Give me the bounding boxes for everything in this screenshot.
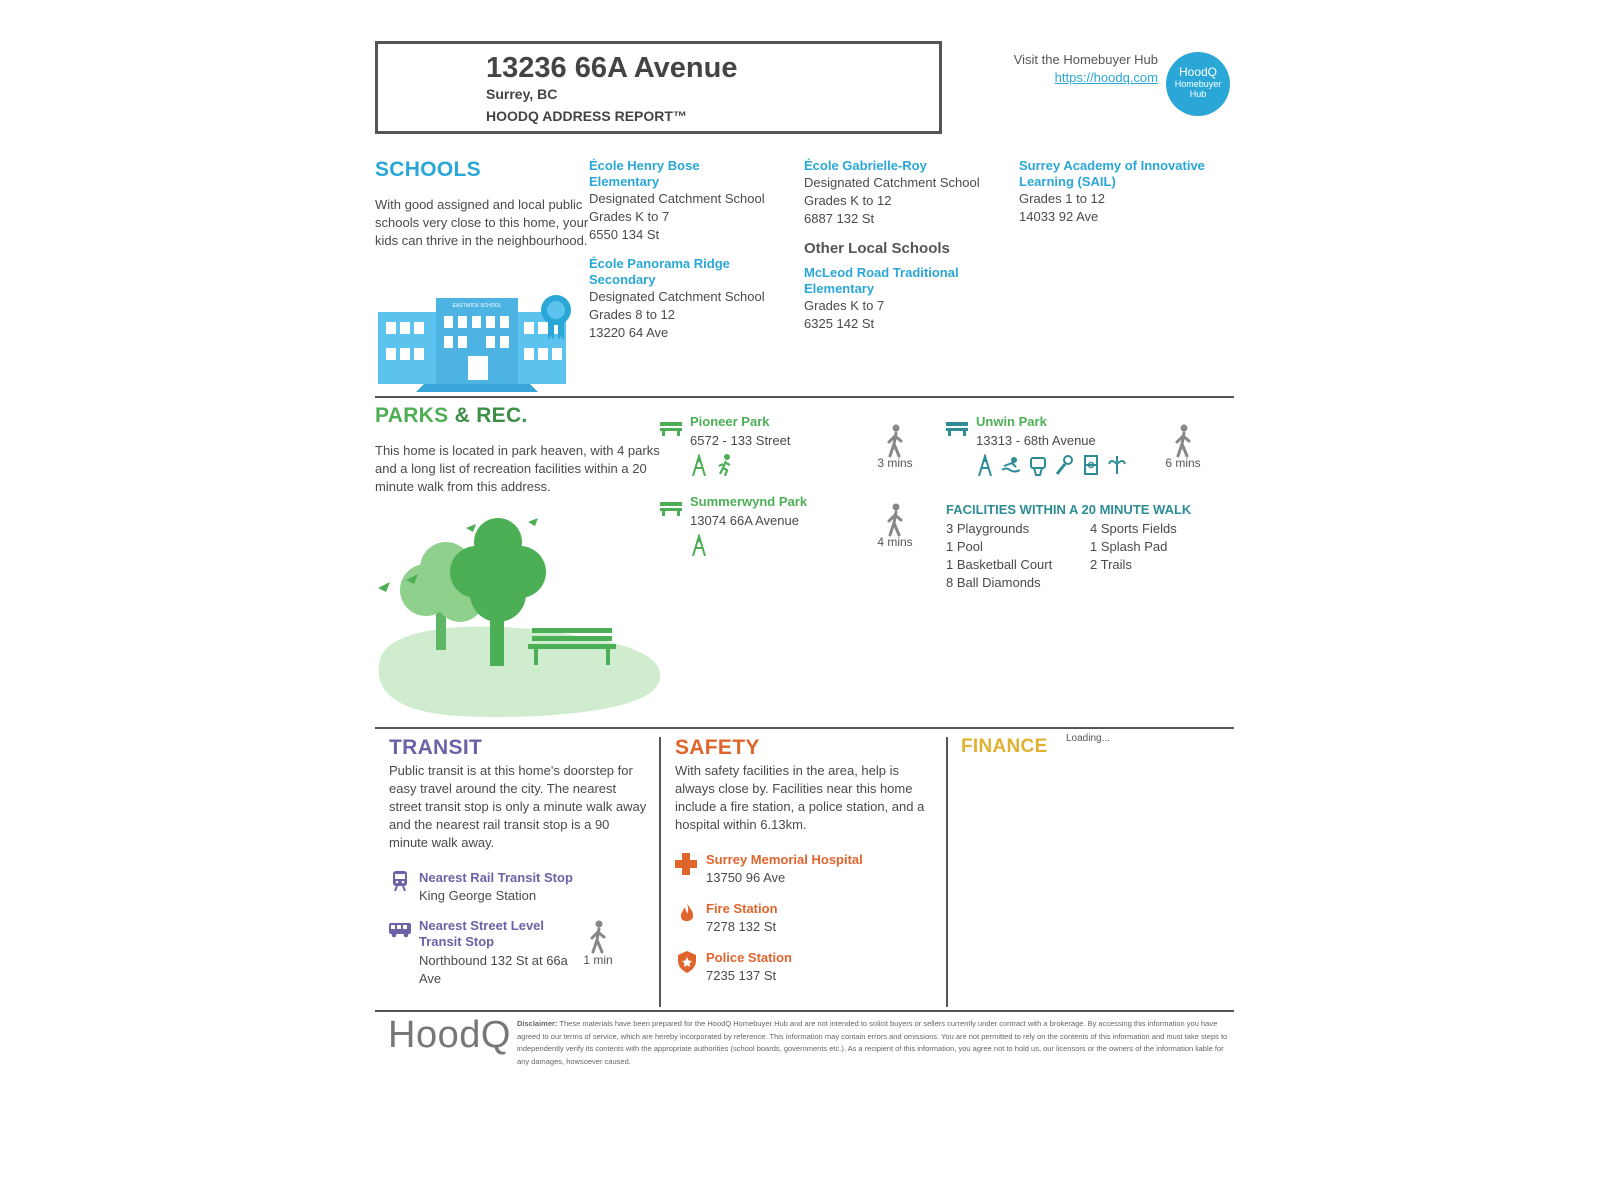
school-grades: Grades 8 to 12 bbox=[589, 307, 675, 322]
disclaimer-label: Disclaimer: bbox=[517, 1019, 558, 1028]
school-entry bbox=[804, 265, 1004, 333]
school-name[interactable]: École Henry Bose Elementary bbox=[589, 158, 700, 189]
basketball-icon bbox=[1029, 454, 1047, 476]
bench-icon bbox=[660, 502, 682, 516]
parks-title-a: PARKS bbox=[375, 404, 449, 427]
facility-item: 1 Basketball Court bbox=[946, 557, 1053, 572]
park-facility-icons bbox=[976, 454, 1130, 476]
safety-address[interactable]: 7278 132 St bbox=[706, 919, 777, 934]
badge-line-3: Hub bbox=[1189, 89, 1207, 99]
transit-title: TRANSIT bbox=[389, 736, 483, 759]
street-stop-value[interactable]: Northbound 132 St at 66a Ave bbox=[419, 953, 568, 986]
walk-time: 4 mins bbox=[877, 535, 913, 549]
bus-icon bbox=[388, 922, 412, 938]
divider-vertical bbox=[659, 737, 661, 1007]
school-name[interactable]: Surrey Academy of Innovative Learning (SAIL) bbox=[1019, 158, 1205, 189]
police-badge-icon bbox=[677, 951, 697, 973]
sports-field-icon bbox=[716, 454, 734, 476]
walking-person-icon bbox=[1172, 424, 1194, 458]
divider bbox=[375, 396, 1234, 398]
report-label: HOODQ ADDRESS REPORT™ bbox=[486, 108, 687, 124]
pool-icon bbox=[1002, 454, 1020, 476]
park-name: Unwin Park bbox=[976, 414, 1047, 429]
walk-time: 1 min bbox=[583, 953, 613, 967]
school-address: 14033 92 Ave bbox=[1019, 209, 1099, 224]
rail-stop-value[interactable]: King George Station bbox=[419, 888, 537, 903]
hoodq-logo: HoodQ bbox=[388, 1014, 511, 1056]
park-address: 13074 66A Avenue bbox=[690, 513, 799, 528]
school-address: 13220 64 Ave bbox=[589, 325, 669, 340]
schools-col-1 bbox=[589, 158, 789, 342]
school-grades: Grades K to 7 bbox=[804, 298, 885, 313]
park-name: Summerwynd Park bbox=[690, 494, 808, 509]
school-type: Designated Catchment School bbox=[804, 175, 980, 190]
hub-text: Visit the Homebuyer Hub bbox=[1013, 52, 1158, 67]
transit-description: Public transit is at this home's doorstep for easy travel around the city. The nearest street transit stop is only a minute walk away and the nearest rail transit stop is a 90 minute walk away. bbox=[389, 763, 647, 850]
park-address: 13313 - 68th Avenue bbox=[976, 433, 1096, 448]
park-address: 6572 - 133 Street bbox=[690, 433, 791, 448]
walking-person-icon bbox=[884, 503, 906, 537]
schools-title: SCHOOLS bbox=[375, 158, 481, 181]
walk-time: 6 mins bbox=[1165, 456, 1201, 470]
safety-description: With safety facilities in the area, help is always close by. Facilities near this home include a fire station, a police station, and a hospital within 6.13km. bbox=[675, 763, 925, 832]
finance-title: FINANCE bbox=[961, 736, 1048, 757]
safety-name: Surrey Memorial Hospital bbox=[706, 852, 863, 867]
facilities-left-list bbox=[946, 520, 1052, 592]
homebuyer-hub-badge[interactable] bbox=[1166, 52, 1230, 116]
ball-diamond-icon bbox=[1055, 454, 1073, 476]
playground-icon bbox=[976, 454, 994, 476]
facility-item: 1 Pool bbox=[946, 539, 983, 554]
facility-item: 4 Sports Fields bbox=[1090, 521, 1177, 536]
schools-col-2 bbox=[804, 158, 1004, 333]
sports-field-icon bbox=[1082, 454, 1100, 476]
safety-title: SAFETY bbox=[675, 736, 760, 759]
address-title: 13236 66A Avenue bbox=[486, 52, 738, 84]
park-facility-icons bbox=[690, 534, 712, 556]
train-icon bbox=[392, 870, 408, 892]
walking-person-icon bbox=[884, 424, 906, 458]
school-grades: Grades K to 12 bbox=[804, 193, 892, 208]
schools-col-3 bbox=[1019, 158, 1219, 226]
badge-line-2: Homebuyer bbox=[1174, 79, 1222, 89]
divider bbox=[375, 1010, 1234, 1012]
school-building-illustration bbox=[378, 294, 578, 392]
park-illustration bbox=[378, 512, 668, 722]
school-sign-text: EASTWICK SCHOOL bbox=[452, 303, 502, 309]
bench-icon bbox=[660, 422, 682, 436]
parks-title-b: & REC. bbox=[454, 404, 528, 427]
safety-name: Police Station bbox=[706, 950, 792, 965]
parks-title bbox=[375, 404, 528, 428]
facilities-right-list bbox=[1090, 520, 1177, 574]
school-type: Designated Catchment School bbox=[589, 191, 765, 206]
playground-icon bbox=[690, 534, 708, 556]
school-name[interactable]: École Panorama Ridge Secondary bbox=[589, 256, 730, 287]
safety-address[interactable]: 7235 137 St bbox=[706, 968, 777, 983]
hub-link[interactable]: https://hoodq.com bbox=[1054, 70, 1158, 85]
park-item[interactable] bbox=[946, 414, 1156, 480]
street-stop-label: Nearest Street Level Transit Stop bbox=[419, 918, 545, 949]
address-city: Surrey, BC bbox=[486, 86, 558, 102]
facility-item: 1 Splash Pad bbox=[1090, 539, 1168, 554]
address-box bbox=[375, 41, 942, 134]
divider-vertical bbox=[946, 737, 948, 1007]
hospital-cross-icon bbox=[675, 853, 697, 875]
facility-item: 8 Ball Diamonds bbox=[946, 575, 1041, 590]
school-entry bbox=[589, 256, 789, 342]
walking-person-icon bbox=[587, 920, 609, 954]
fire-icon bbox=[679, 902, 695, 924]
parks-description: This home is located in park heaven, with 4 parks and a long list of recreation facilities within a 20 minute walk from this address. bbox=[375, 443, 660, 494]
school-type: Designated Catchment School bbox=[589, 289, 765, 304]
school-address: 6550 134 St bbox=[589, 227, 660, 242]
walk-time: 3 mins bbox=[877, 456, 913, 470]
disclaimer bbox=[517, 1018, 1230, 1068]
playground-icon bbox=[690, 454, 708, 476]
facility-item: 2 Trails bbox=[1090, 557, 1132, 572]
splash-pad-icon bbox=[1108, 454, 1126, 476]
school-entry bbox=[589, 158, 789, 244]
other-schools-title: Other Local Schools bbox=[804, 240, 950, 257]
badge-line-1: HoodQ bbox=[1178, 65, 1218, 79]
facilities-title: FACILITIES WITHIN A 20 MINUTE WALK bbox=[946, 502, 1192, 517]
school-entry bbox=[804, 158, 1004, 228]
finance-loading-text: Loading... bbox=[1066, 733, 1110, 744]
school-name[interactable]: McLeod Road Traditional Elementary bbox=[804, 265, 959, 296]
school-grades: Grades K to 7 bbox=[589, 209, 670, 224]
schools-description: With good assigned and local public schools very close to this home, your kids can thrive in the neighbourhood. bbox=[375, 197, 589, 248]
school-grades: Grades 1 to 12 bbox=[1019, 191, 1105, 206]
facility-item: 3 Playgrounds bbox=[946, 521, 1030, 536]
bench-icon bbox=[946, 422, 968, 436]
disclaimer-text: These materials have been prepared for the HoodQ Homebuyer Hub and are not intended to solicit buyers or sellers currently under contract with a brokerage. By accessing this information you have agreed to our terms of service, which are hereby incorporated by reference. This information may contain errors and omissions. You are not permitted to rely on the contents of this information and must take steps to independently verify its contents with the appropriate authorities (school boards, governments etc.). As a recipient of this information, you agree not to hold us, our licensors or the owners of the information liable for any damages, howsoever caused. bbox=[517, 1019, 1228, 1066]
safety-name: Fire Station bbox=[706, 901, 778, 916]
divider bbox=[375, 727, 1234, 729]
park-facility-icons bbox=[690, 454, 738, 476]
safety-address[interactable]: 13750 96 Ave bbox=[706, 870, 786, 885]
park-name: Pioneer Park bbox=[690, 414, 770, 429]
school-address: 6887 132 St bbox=[804, 211, 875, 226]
rail-stop-label: Nearest Rail Transit Stop bbox=[419, 870, 573, 885]
school-name[interactable]: École Gabrielle-Roy bbox=[804, 158, 927, 173]
school-address: 6325 142 St bbox=[804, 316, 875, 331]
